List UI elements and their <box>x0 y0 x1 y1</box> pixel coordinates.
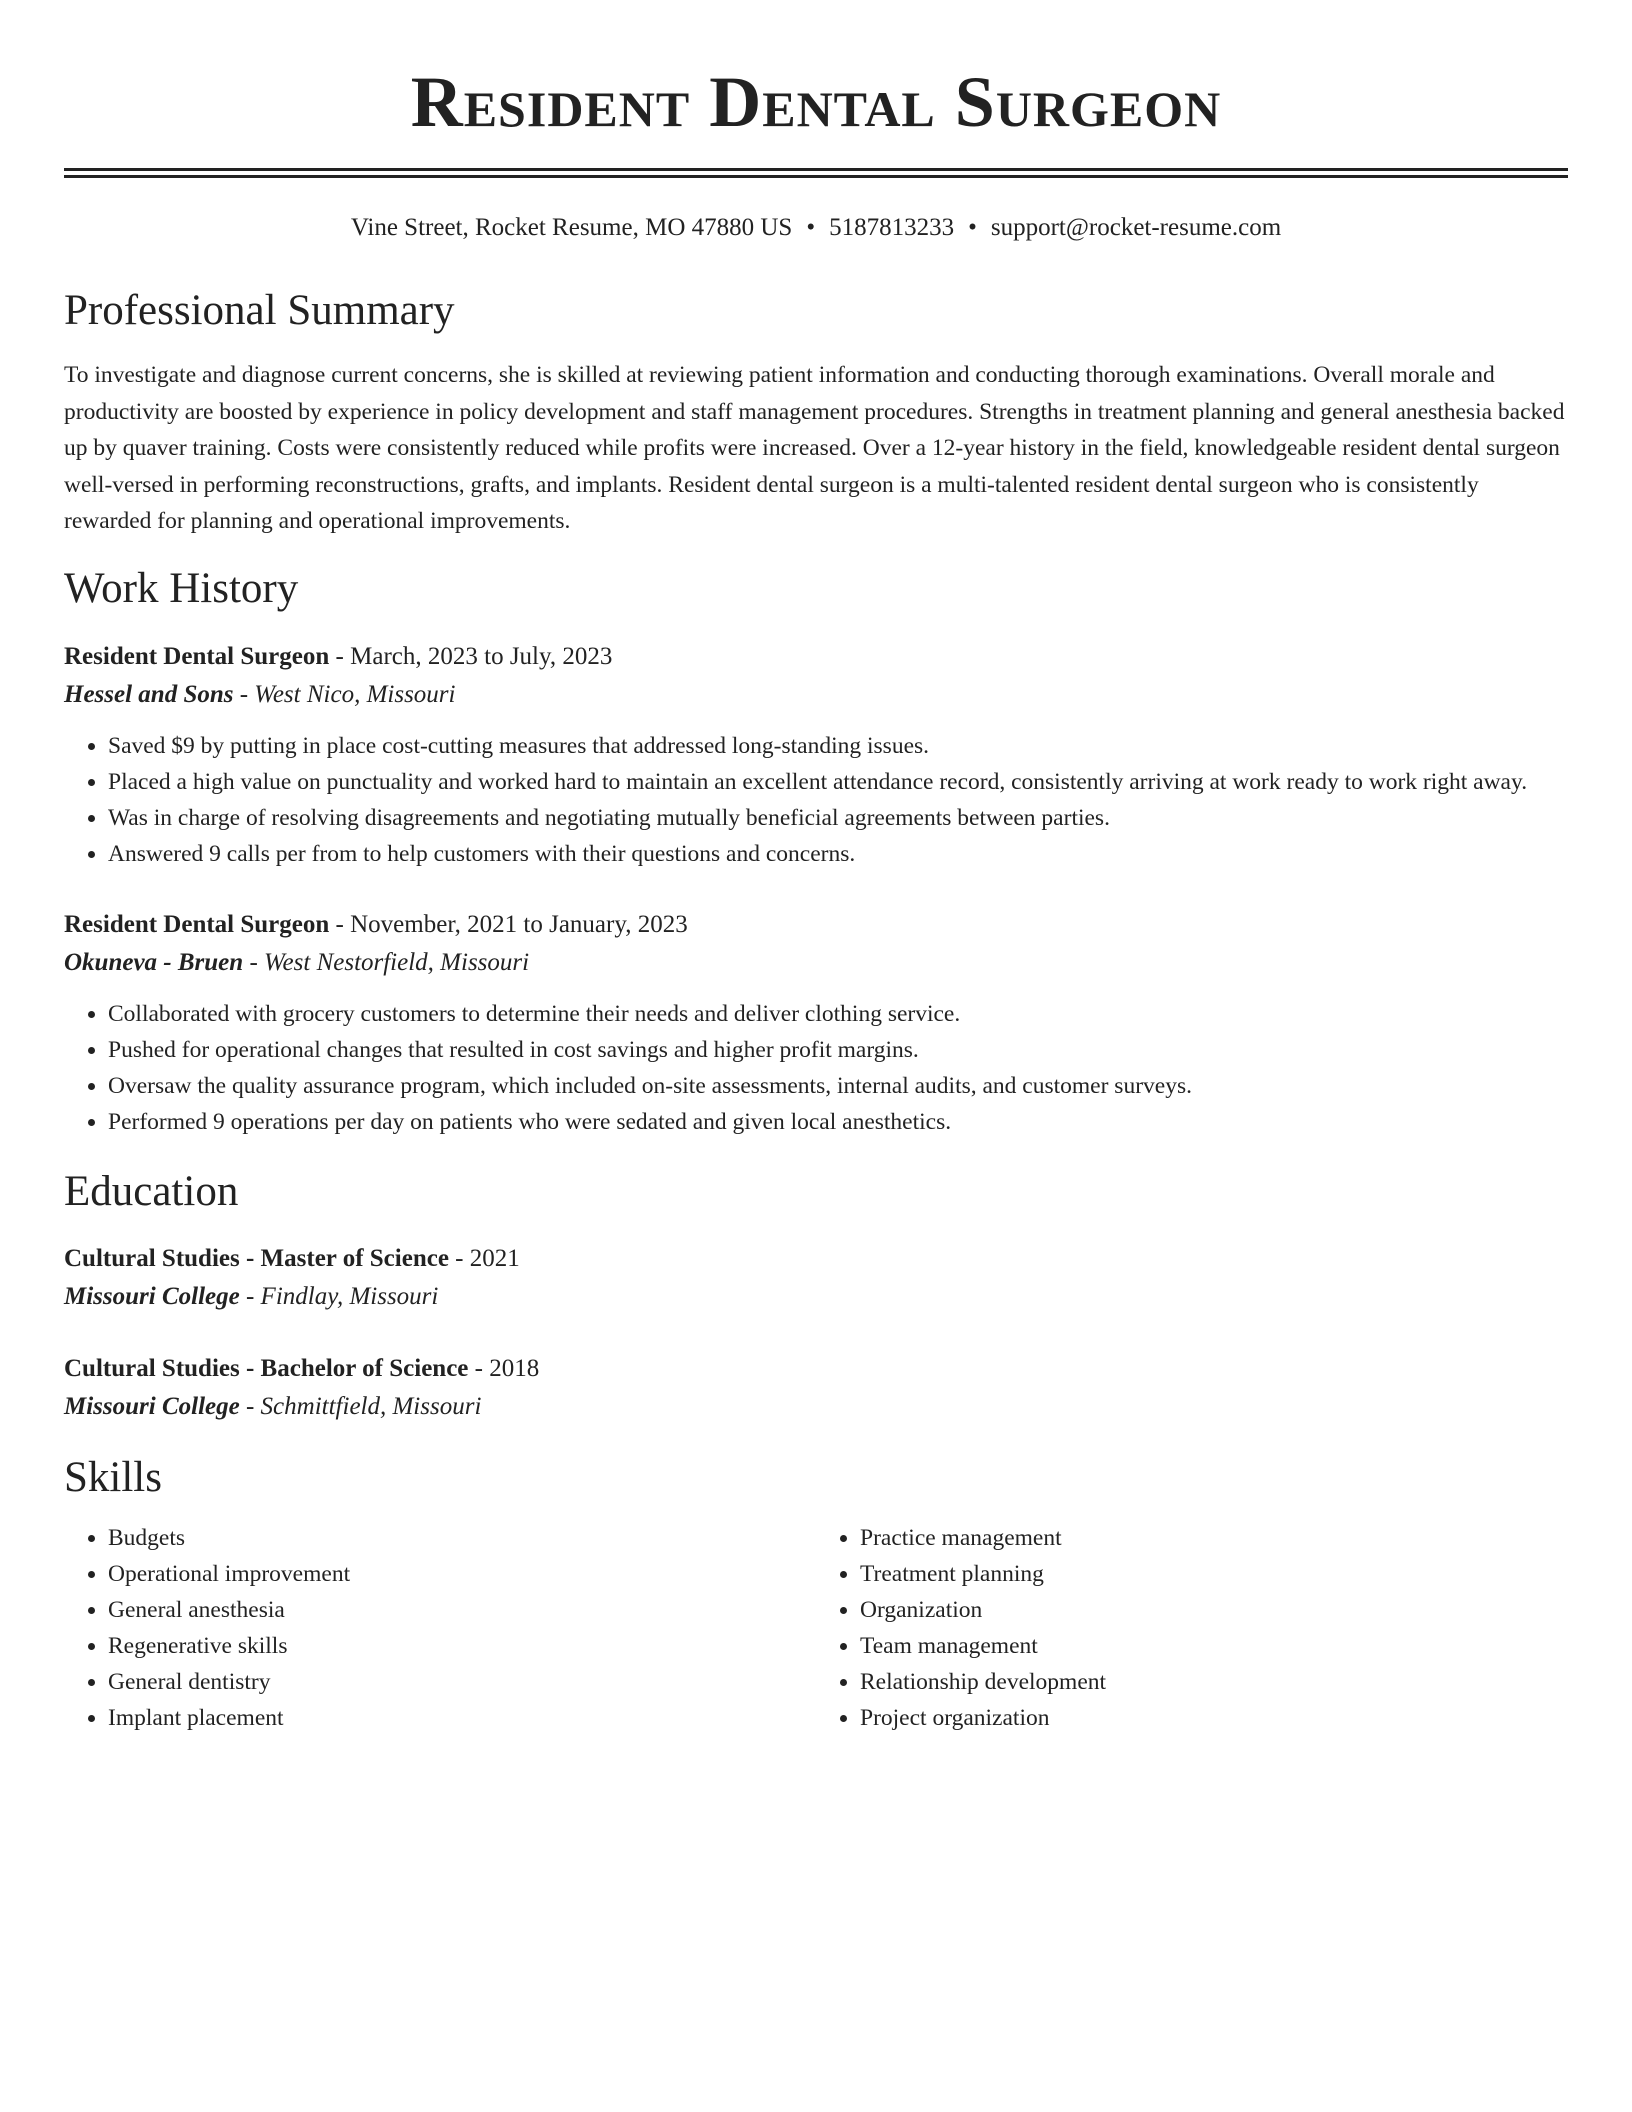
section-title-work: Work History <box>64 564 299 612</box>
job-employer: Okuneva - Bruen <box>64 948 244 976</box>
skill-item: • Operational improvement <box>108 1556 816 1592</box>
contact-address: Vine Street, Rocket Resume, MO 47880 US <box>350 214 793 241</box>
job-location: - West Nico, Missouri <box>233 680 456 708</box>
job-entry <box>64 638 1568 872</box>
job-bullet: • Saved $9 by putting in place cost-cutting measures that addressed long-standing issues. <box>108 728 1568 764</box>
skill-item: • Implant placement <box>108 1700 816 1736</box>
skills-list-left <box>64 1520 816 1736</box>
skill-item: • Project organization <box>860 1700 1568 1736</box>
skill-item: • Practice management <box>860 1520 1568 1556</box>
education-degree-line <box>64 1350 1568 1388</box>
education-degree: Cultural Studies - Bachelor of Science <box>64 1354 469 1382</box>
education-location: - Findlay, Missouri <box>239 1282 439 1310</box>
education-school-line <box>64 1278 1568 1316</box>
job-bullets <box>64 996 1568 1140</box>
section-title-summary: Professional Summary <box>64 287 455 334</box>
education-year: - 2021 <box>448 1244 520 1272</box>
job-bullet: • Pushed for operational changes that resulted in cost savings and higher profit margins. <box>108 1032 1568 1068</box>
contact-separator: • <box>806 214 816 241</box>
resume-name: Resident Dental Surgeon <box>410 62 1222 142</box>
education-degree-line <box>64 1240 1568 1278</box>
job-bullet: • Collaborated with grocery customers to determine their needs and deliver clothing service. <box>108 996 1568 1032</box>
job-bullet: • Performed 9 operations per day on patients who were sedated and given local anesthetics. <box>108 1104 1568 1140</box>
job-dates: - March, 2023 to July, 2023 <box>329 642 613 670</box>
job-location: - West Nestorfield, Missouri <box>243 948 530 976</box>
skill-item: • General anesthesia <box>108 1592 816 1628</box>
skill-item: • Regenerative skills <box>108 1628 816 1664</box>
job-employer-line <box>64 944 1568 982</box>
education-location: - Schmittfield, Missouri <box>239 1392 482 1420</box>
skill-item: • Budgets <box>108 1520 816 1556</box>
education-entry <box>64 1350 1568 1426</box>
job-entry <box>64 906 1568 1140</box>
skill-item: • Organization <box>860 1592 1568 1628</box>
job-employer-line <box>64 676 1568 714</box>
contact-separator: • <box>968 214 977 241</box>
summary-text: To investigate and diagnose current concerns, she is skilled at reviewing patient information and conducting thorough examinations. Overall morale and productivity are boosted by experience in policy development and staff management procedures. Strengths in treatment planning and general anesthesia backed up by quaver training. Costs were consistently reduced while profits were increased. Over a 12-year history in the field, knowledgeable resident dental surgeon well-versed in performing reconstructions, grafts, and implants. Resident dental surgeon is a multi-talented resident dental surgeon who is consistently rewarded for planning and operational improvements. <box>64 362 1565 534</box>
header-divider <box>64 168 1568 178</box>
contact-phone: 5187813233 <box>829 214 955 241</box>
skills-list-right <box>816 1520 1568 1736</box>
education-school-line <box>64 1388 1568 1426</box>
skill-item: • Relationship development <box>860 1664 1568 1700</box>
skill-item: • Treatment planning <box>860 1556 1568 1592</box>
skill-item: • Team management <box>860 1628 1568 1664</box>
skill-item: • General dentistry <box>108 1664 816 1700</box>
job-bullet: • Answered 9 calls per from to help customers with their questions and concerns. <box>108 836 1568 872</box>
job-position: Resident Dental Surgeon <box>64 910 330 938</box>
contact-email: support@rocket-resume.com <box>990 214 1282 241</box>
education-entry <box>64 1240 1568 1316</box>
job-employer: Hessel and Sons <box>64 680 234 708</box>
skills-columns <box>64 1520 1568 1736</box>
education-year: - 2018 <box>468 1354 540 1382</box>
job-title-line <box>64 638 1568 676</box>
section-title-education: Education <box>64 1167 239 1215</box>
job-position: Resident Dental Surgeon <box>64 642 330 670</box>
job-bullets <box>64 728 1568 872</box>
job-title-line <box>64 906 1568 944</box>
education-degree: Cultural Studies - Master of Science <box>64 1244 449 1272</box>
job-bullet: • Oversaw the quality assurance program, which included on-site assessments, internal audits, and customer surveys. <box>108 1068 1568 1104</box>
education-school: Missouri College <box>64 1392 240 1420</box>
job-bullet: • Was in charge of resolving disagreements and negotiating mutually beneficial agreements between parties. <box>108 800 1568 836</box>
education-school: Missouri College <box>64 1282 240 1310</box>
contact-line <box>64 211 1568 245</box>
job-dates: - November, 2021 to January, 2023 <box>329 910 688 938</box>
job-bullet: • Placed a high value on punctuality and worked hard to maintain an excellent attendance record, consistently arriving at work ready to work right away. <box>108 764 1568 800</box>
section-title-skills: Skills <box>64 1453 162 1501</box>
